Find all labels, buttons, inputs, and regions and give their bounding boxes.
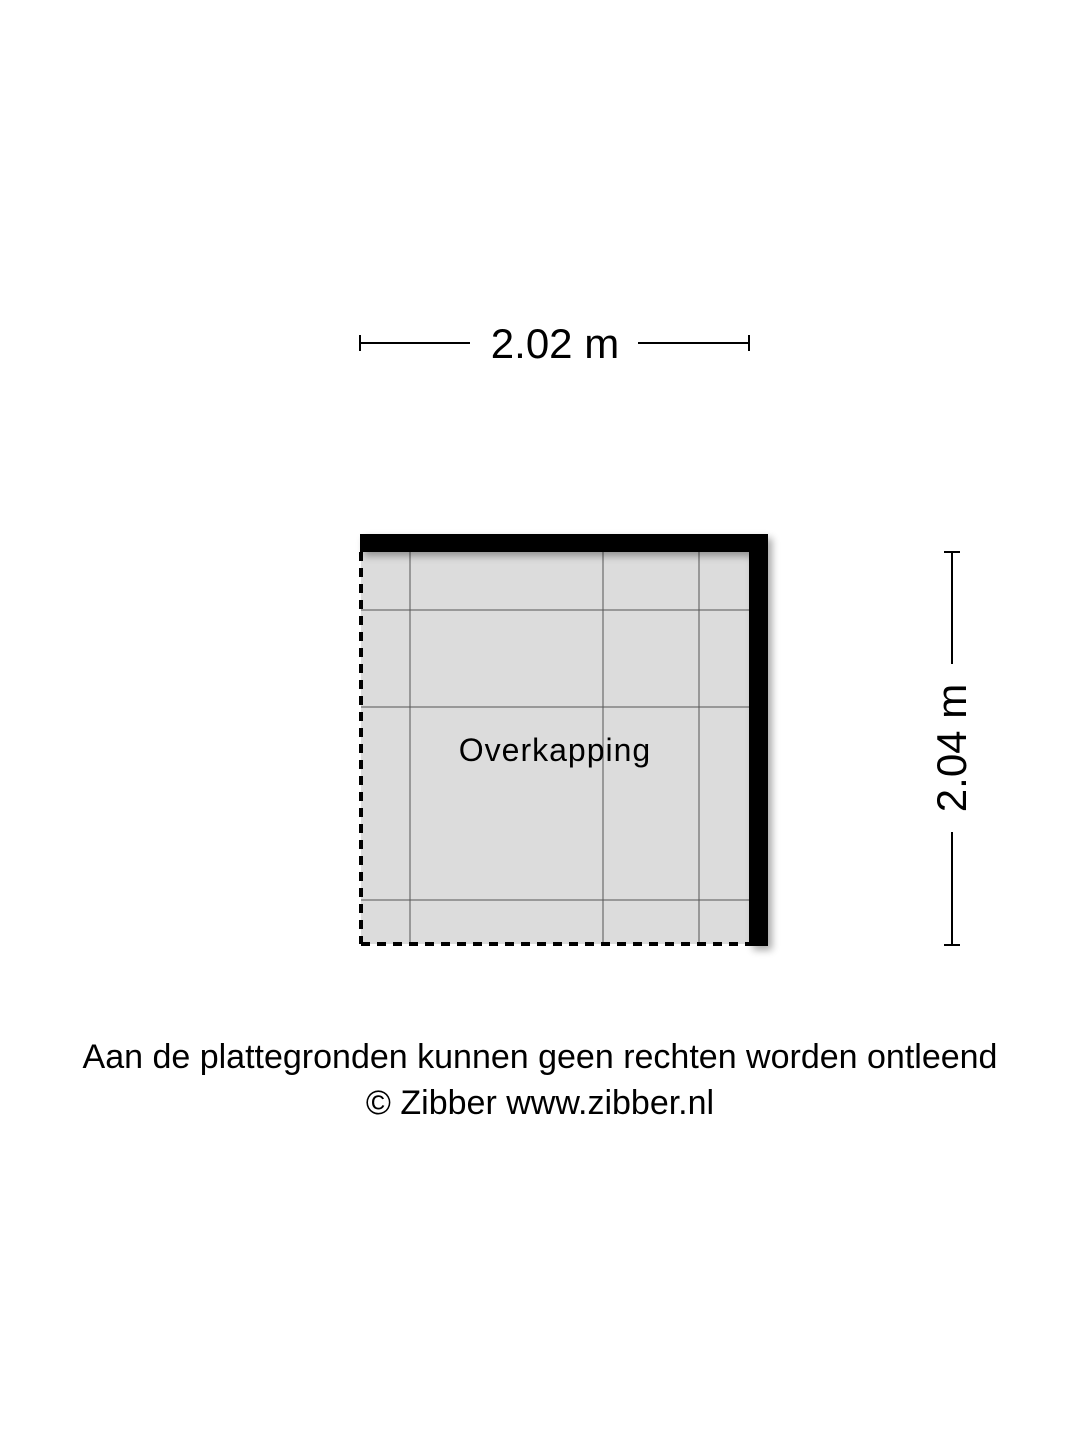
room-name-label: Overkapping bbox=[458, 732, 652, 768]
footer bbox=[0, 1034, 1080, 1126]
depth-dimension-label: 2.04 m bbox=[928, 683, 975, 813]
disclaimer-text: Aan de plattegronden kunnen geen rechten worden ontleend bbox=[82, 1038, 998, 1076]
copyright-credit: © Zibber www.zibber.nl bbox=[365, 1084, 715, 1122]
top-wall bbox=[360, 534, 768, 552]
width-dimension-label: 2.02 m bbox=[490, 320, 620, 367]
right-wall bbox=[749, 534, 768, 946]
